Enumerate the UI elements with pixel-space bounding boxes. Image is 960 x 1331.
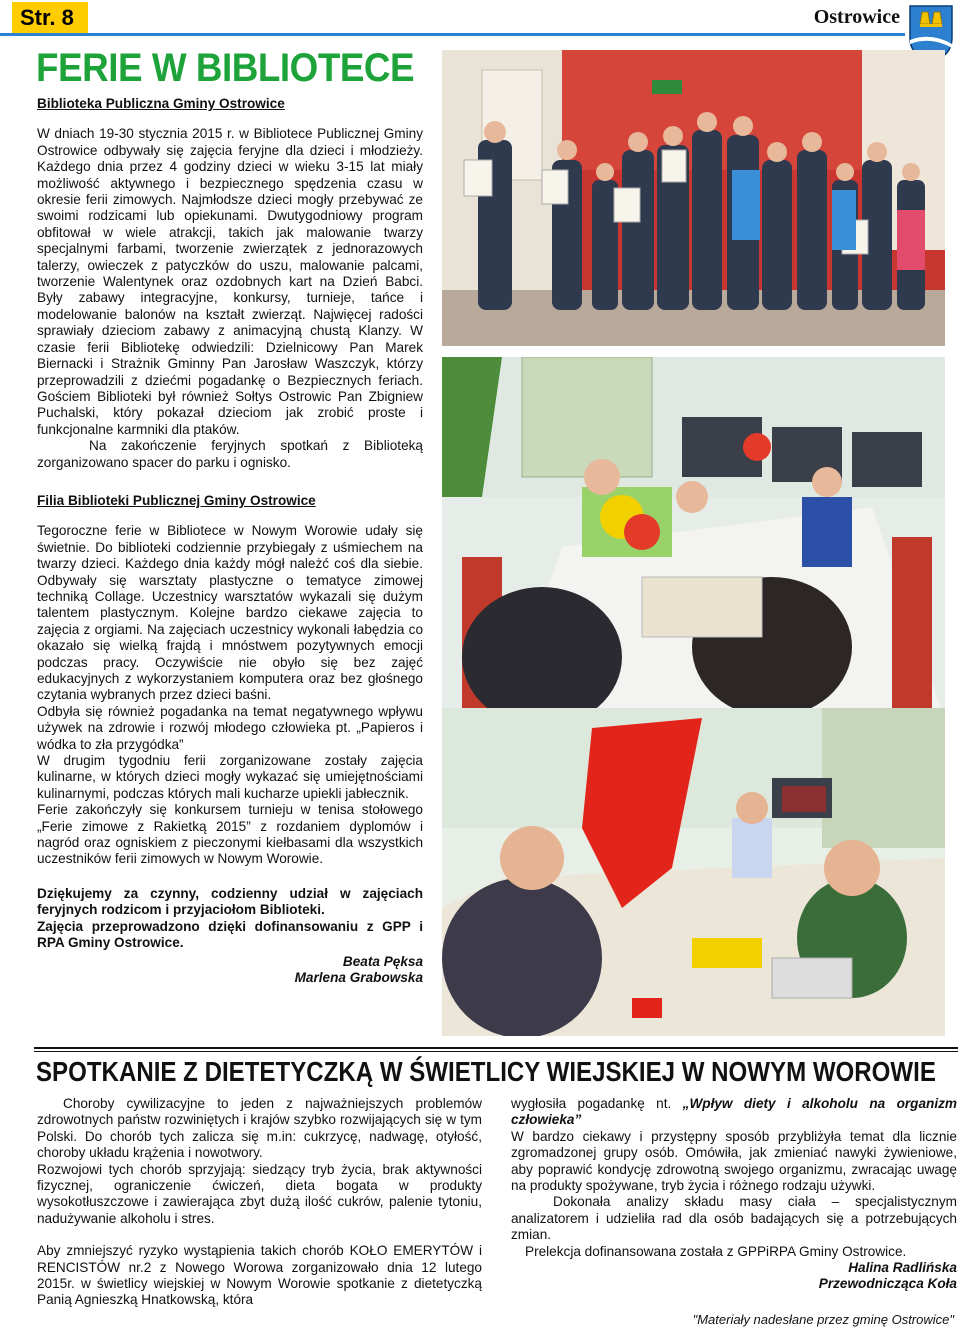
section1-closing: Na zakończenie feryjnych spotkań z Biblioteką zorganizowano spacer do parku i ognisko. — [37, 438, 423, 470]
section-heading-branch-library: Filia Biblioteki Publicznej Gminy Ostrowice — [37, 492, 316, 508]
article-column — [37, 96, 423, 986]
footer-note: "Materiały nadesłane przez gminę Ostrowice" — [692, 1312, 954, 1327]
lecture-title: „Wpływ diety i alkoholu na organizm człowieka” — [511, 1096, 958, 1128]
group-of-children-photo — [442, 50, 945, 346]
article2-author-role: Przewodnicząca Koła — [818, 1276, 957, 1292]
article2-right-column — [511, 1096, 957, 1293]
section2-paragraph: Tegoroczne ferie w Bibliotece w Nowym Worowie udały się świetnie. Do biblioteki codziennie przybiegały z uśmiechem na twarzy dzieci. Każdego dnia każdy mógł należć coś dla siebie. Odbywały się warsztaty plastyczne o tematyce zimowej techniką Collage. Uczestnicy warsztatów wykazali się dużym talentem plastycznym. Kolejne bardzo ciekawe zajęcia to zajęcia z orgiami. Na zajęciach uczestnicy wykonali łabędzia co okazało się wielką frajdą i mnóstwem pozytywnych emocji podczas pracy. Oczywiście nie obyło się bez zajęć edukacyjnych z wykorzystaniem komputera oraz bez głośnego czytania wybranych przez dzieci baśni. — [37, 523, 423, 703]
header-rule — [0, 33, 905, 36]
children-crafting-photo — [442, 357, 945, 719]
article2-lead: wygłosiła pogadankę nt. — [511, 1096, 683, 1111]
article2-paragraph: Dokonała analizy składu masy ciała – specjalistycznym analizatorem i udzieliła rad dla osób badających się a potrzebujących zmian. — [511, 1194, 957, 1243]
article-title: FERIE W BIBLIOTECE — [36, 46, 415, 90]
article2-paragraph: Choroby cywilizacyjne to jeden z najważniejszych problemów zdrowotnych państw rozwiniętych i krajów szybko rozwijających się w tym Polski. Do chorób tych zalicza się m.in: cukrzycę, nadwagę, otyłość, choroby układu krążenia i nowotwory. — [37, 1096, 482, 1161]
section2-paragraph: Ferie zakończyły się konkursem turnieju w tenisa stołowego „Ferie zimowe z Rakietką 2015” z rozdaniem dyplomów i nagród oraz ogniskiem z pieczonymi kiełbasami dla wszystkich uczestników ferii zimowych w Nowym Worowie. — [37, 802, 423, 867]
article2-left-column — [37, 1096, 482, 1309]
thanks-note: Dziękujemy za czynny, codzienny udział w zajęciach feryjnych rodzicom i przyjaciołom Biblioteki. — [37, 885, 423, 918]
section-heading-main-library: Biblioteka Publiczna Gminy Ostrowice — [37, 96, 285, 111]
section1-paragraph: W dniach 19-30 stycznia 2015 r. w Bibliotece Publicznej Gminy Ostrowice odbywały się zajęcia feryjne dla dzieci i młodzieży. Każdego dnia przez 4 godziny dzieci w wieku 3-15 lat miały możliwość aktywnego i bezpiecznego spędzenia czasu w okresie ferii zimowych. Najmłodsze dzieci mogły przebywać ze swoimi rodzicami lub opiekunami. Dwutygodniowy program obfitował w wiele atrakcji, takich jak malowanie twarzy specjalnymi farbami, tworzenie zwierzątek z jednorazowych talerzy, owieczek z patyczków do uszu, malowanie palcami, tworzenie Walentynek oraz ozdobnych kart na Dzień Babci. Były zabawy integracyjne, konkursy, turnieje, tańce i modelowanie balonów na kształt zwierząt. Najwięcej radości sprawiały dzieciom zabawy z animacyjną chustą Klanzy. W czasie ferii Bibliotekę odwiedzili: Dzielnicowy Pan Marek Biernacki i Strażnik Gminny Pan Jarosław Waszczyk, którzy przeprowadzili z dziećmi pogadankę o Bezpiecznych feriach. Gościem Biblioteki był również Sołtys Ostrowic Pan Zbigniew Puchalski, który pokazał dzieciom jak zrobić proste i funkcjonalne karmniki dla ptaków. — [37, 126, 423, 437]
children-folding-paper-photo — [442, 708, 945, 1036]
author-name: Marlena Grabowska — [294, 969, 423, 985]
article2-title: SPOTKANIE Z DIETETYCZKĄ W ŚWIETLICY WIEJSKIEJ W NOWYM WOROWIE — [36, 1056, 936, 1087]
article2-paragraph: W bardzo ciekawy i przystępny sposób przybliżyła temat dla licznie zgromadzonej grupy osób. Omówiła, jak zmieniać nawyki żywieniowe, aby poprawić kondycję zdrowotną swojego organizmu, zwracając uwagę na produkty spożywane, tryb życia i różnego rodzaju używki. — [511, 1128, 957, 1194]
section-separator — [34, 1047, 958, 1049]
section2-paragraph: W drugim tygodniu ferii zorganizowane zostały zajęcia kulinarne, w których dzieci mogły wykazać się umiejętnościami kulinarnymi, podczas których mali kucharze upiekli jabłecznik. — [37, 753, 423, 801]
section2-paragraph: Odbyła się również pogadanka na temat negatywnego wpływu używek na zdrowie i rozwój młodego człowieka pt. „Papieros i wódka to zła przygódka” — [37, 703, 423, 752]
article2-paragraph: Rozwojowi tych chorób sprzyjają: siedzący tryb życia, brak aktywności fizycznej, ograniczenie ćwiczeń, dieta bogata w produkty wysokotłuszczowe i zawierająca zbyt dużą ilość cukrów, palenie tytoniu, nadużywanie alkoholu i stres. — [37, 1161, 482, 1226]
author-name: Beata Pęksa — [342, 953, 423, 969]
funding-note: Zajęcia przeprowadzono dzięki dofinansowaniu z GPP i RPA Gminy Ostrowice. — [37, 918, 423, 951]
town-name: Ostrowice — [813, 6, 900, 28]
article2-paragraph: Aby zmniejszyć ryzyko wystąpienia takich chorób KOŁO EMERYTÓW i RENCISTÓW nr.2 z Nowego Worowa zorganizowało dnia 12 lutego 2015r. w świetlicy wiejskiej w Nowym Worowie spotkanie z dietetyczką Panią Agnieszką Hnatkowską, która — [37, 1243, 482, 1308]
article2-author: Halina Radlińska — [848, 1260, 957, 1276]
page-number: Str. 8 — [12, 2, 88, 34]
section-separator — [34, 1051, 958, 1052]
article2-paragraph: Prelekcja dofinansowana została z GPPiRPA Gminy Ostrowice. — [525, 1243, 907, 1259]
